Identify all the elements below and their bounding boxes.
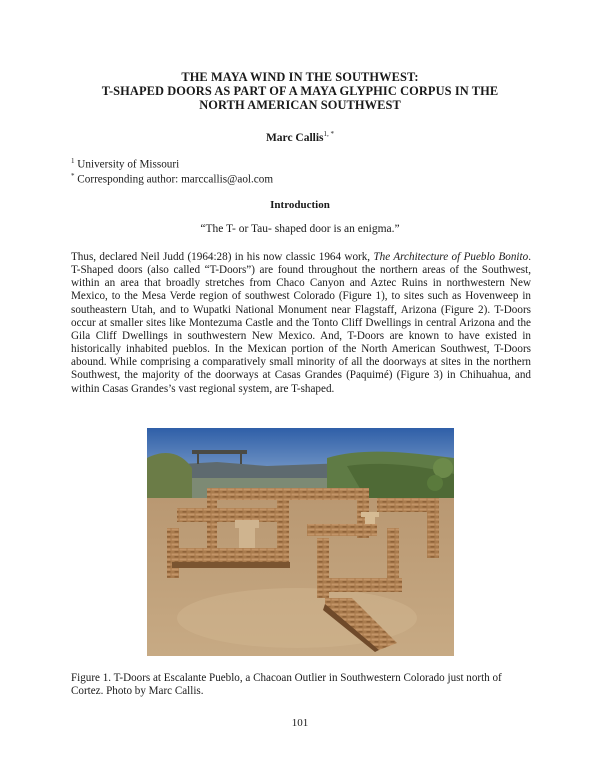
affiliation-mark: *: [71, 172, 75, 180]
figure-caption: Figure 1. T-Doors at Escalante Pueblo, a Chacoan Outlier in Southwestern Colorado just north of Cortez. Photo by Marc Callis.: [71, 672, 502, 698]
affiliation-text: Corresponding author: marccallis@aol.com: [77, 173, 274, 186]
paper-title: [60, 70, 540, 113]
author-line: [0, 130, 600, 144]
epigraph: “The T- or Tau- shaped door is an enigma.”: [200, 223, 400, 235]
title-line: THE MAYA WIND IN THE SOUTHWEST:: [181, 70, 419, 84]
section-heading: Introduction: [270, 199, 330, 211]
affiliation-mark: 1: [71, 157, 75, 165]
book-title: The Architecture of Pueblo Bonito: [373, 251, 529, 263]
figure-photo: [147, 428, 454, 656]
paragraph-rest: . T-Shaped doors (also called “T-Doors”) are found throughout the northern areas of the Southwest, within an area that broadly stretches from Chaco Canyon and Aztec Ruins in northwestern New Mexico, to the Mesa Verde region of southwest Colorado (Figure 1), to sites such as Hovenweep in southeastern Utah, and to Wupatki National Monument near Flagstaff, Arizona (Figure 2). T-Doors occur at smaller sites like Montezuma Castle and the Tonto Cliff Dwellings in central Arizona and the Gila Cliff Dwellings in southwestern New Mexico. And, T-Doors are known to have existed in historically inhabited pueblos. In the Mexican portion of the North American Southwest, T-Doors abound. While comprising a comparatively small minority of all the doorways at sites in the northern Southwest, the majority of the doorways at Casas Grandes (Paquimé) (Figure 3) in Chihuahua, and within Casas Grandes’s vast regional system, are T-shaped.: [71, 251, 531, 395]
page-number: 101: [291, 717, 309, 729]
title-line: T-SHAPED DOORS AS PART OF A MAYA GLYPHIC CORPUS IN THE: [101, 84, 499, 99]
author-marks: 1, *: [323, 130, 335, 138]
author-name: Marc Callis: [265, 131, 324, 144]
title-line: NORTH AMERICAN SOUTHWEST: [199, 98, 401, 113]
paragraph-lead: Thus, declared Neil Judd (1964:28) in his now classic 1964 work,: [71, 251, 374, 263]
corresponding-author: [71, 170, 273, 187]
body-paragraph: [71, 251, 531, 396]
affiliation-text: University of Missouri: [77, 158, 180, 171]
